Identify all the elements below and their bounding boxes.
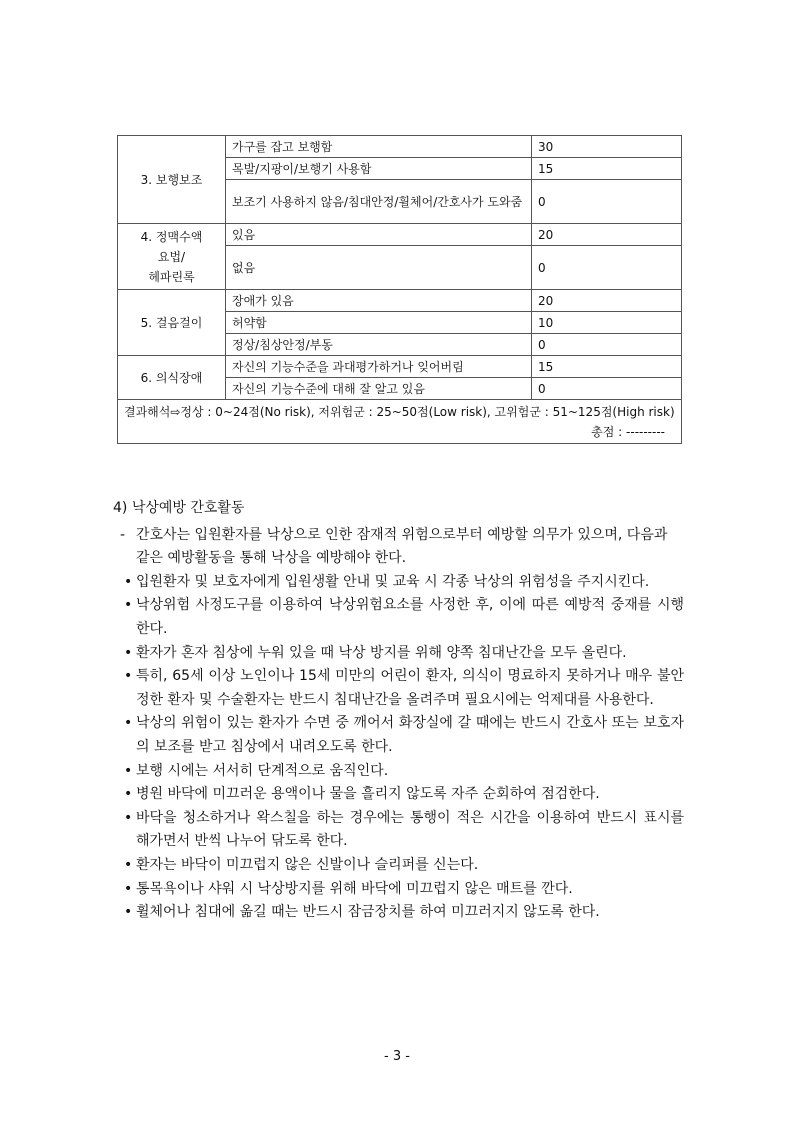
- score-cell: 20: [532, 224, 682, 246]
- category-label-line: 헤파린록: [148, 269, 195, 284]
- intro-text: 간호사는 입원환자를 낙상으로 인한 잠재적 위험으로부터 예방할 의무가 있으며, 다음과 같은 예방활동을 통해 낙상을 예방해야 한다.: [136, 526, 668, 567]
- bullet-text: 통목욕이나 샤워 시 낙상방지를 위해 바닥에 미끄럽지 않은 매트를 깐다.: [136, 880, 573, 897]
- score-cell: 15: [532, 356, 682, 378]
- bullet-marker: •: [124, 573, 133, 590]
- bullet-text: 보행 시에는 서서히 단계적으로 움직인다.: [136, 762, 389, 779]
- bullet-marker: •: [124, 856, 133, 873]
- score-table-body: [118, 136, 682, 444]
- intro-paragraph: [112, 524, 684, 571]
- total-score: 총점 : ---------: [591, 425, 665, 439]
- bullet-text: 낙상위험 사정도구를 이용하여 낙상위험요소를 사정한 후, 이에 따른 예방적 중재를 시행한다.: [136, 597, 684, 637]
- table-row: [118, 224, 682, 246]
- score-cell: 20: [532, 290, 682, 312]
- score-cell: 10: [532, 312, 682, 334]
- bullet-marker: •: [124, 762, 133, 779]
- bullet-marker: •: [124, 809, 133, 826]
- score-cell: 0: [532, 378, 682, 400]
- criterion-cell: 허약함: [226, 312, 532, 334]
- table-row: [118, 136, 682, 158]
- bullet-marker: •: [124, 597, 133, 614]
- table-row: [118, 290, 682, 312]
- bullet-text: 낙상의 위험이 있는 환자가 수면 중 깨어서 화장실에 갈 때에는 반드시 간호사 또는 보호자의 보조를 받고 침상에서 내려오도록 한다.: [136, 715, 684, 755]
- bullet-text: 휠체어나 침대에 옮길 때는 반드시 잠금장치를 하여 미끄러지지 않도록 한다.: [136, 904, 600, 921]
- score-cell: 0: [532, 180, 682, 224]
- score-cell: 15: [532, 158, 682, 180]
- criterion-cell: 보조기 사용하지 않음/침대안정/휠체어/간호사가 도와줌: [226, 180, 532, 224]
- interpretation-text: 결과해석⇨정상 : 0~24점(No risk), 저위험군 : 25~50점(Low risk), 고위험군 : 51~125점(High risk): [124, 405, 675, 419]
- page-number: - 3 -: [384, 1049, 410, 1064]
- list-item: [112, 712, 684, 759]
- criterion-cell: 장애가 있음: [226, 290, 532, 312]
- category-label-line: 요법/: [157, 249, 186, 264]
- bullet-text: 환자가 혼자 침상에 누워 있을 때 낙상 방지를 위해 양쪽 침대난간을 모두 올린다.: [136, 644, 627, 661]
- bullet-marker: •: [124, 715, 133, 732]
- category-cell: [118, 136, 226, 224]
- bullet-text: 환자는 바닥이 미끄럽지 않은 신발이나 슬리퍼를 신는다.: [136, 856, 479, 873]
- section-title: 4) 낙상예방 간호활동: [113, 500, 245, 516]
- score-cell: 0: [532, 246, 682, 290]
- bullet-text: 입원환자 및 보호자에게 입원생활 안내 및 교육 시 각종 낙상의 위험성을 주지시킨다.: [136, 573, 650, 590]
- list-item: [112, 854, 684, 878]
- bullet-marker: •: [124, 644, 133, 661]
- list-item: [112, 665, 684, 712]
- table-footer-row: [118, 400, 682, 444]
- list-item: [112, 760, 684, 784]
- category-label-line: 4. 정맥수액: [140, 229, 203, 244]
- bullet-marker: •: [124, 880, 133, 897]
- result-interpretation-cell: [118, 400, 682, 444]
- category-label-line: 6. 의식장애: [140, 370, 203, 385]
- bullet-marker: •: [124, 904, 133, 921]
- dash-marker: -: [120, 526, 126, 543]
- category-label-line: 3. 보행보조: [140, 172, 203, 187]
- criterion-cell: 있음: [226, 224, 532, 246]
- category-cell: [118, 290, 226, 356]
- score-cell: 30: [532, 136, 682, 158]
- criterion-cell: 정상/침상안정/부동: [226, 334, 532, 356]
- criterion-cell: 자신의 기능수준에 대해 잘 알고 있음: [226, 378, 532, 400]
- criterion-cell: 목발/지팡이/보행기 사용함: [226, 158, 532, 180]
- bullet-text: 특히, 65세 이상 노인이나 15세 미만의 어린이 환자, 의식이 명료하지 못하거나 매우 불안정한 환자 및 수술환자는 반드시 침대난간을 올려주며 필요시에는 억제대를 사용한다.: [136, 668, 684, 708]
- list-item: [112, 571, 684, 595]
- criterion-cell: 가구를 잡고 보행함: [226, 136, 532, 158]
- list-item: [112, 807, 684, 854]
- bullet-text: 바닥을 청소하거나 왁스칠을 하는 경우에는 통행이 적은 시간을 이용하여 반드시 표시를 해가면서 반씩 나누어 닦도록 한다.: [136, 809, 684, 850]
- list-item: [112, 783, 684, 807]
- score-cell: 0: [532, 334, 682, 356]
- bullet-marker: •: [124, 786, 133, 803]
- bullet-marker: •: [124, 668, 133, 685]
- criterion-cell: 없음: [226, 246, 532, 290]
- list-item: [112, 594, 684, 641]
- fall-prevention-section: [112, 497, 684, 925]
- bullet-text: 병원 바닥에 미끄러운 용액이나 물을 흘리지 않도록 자주 순회하여 점검한다.: [136, 786, 600, 803]
- list-item: [112, 642, 684, 666]
- fall-risk-score-table: [117, 135, 682, 444]
- criterion-cell: 자신의 기능수준을 과대평가하거나 잊어버림: [226, 356, 532, 378]
- bullet-list: [112, 571, 684, 925]
- category-cell: [118, 356, 226, 400]
- category-cell: [118, 224, 226, 290]
- list-item: [112, 901, 684, 925]
- category-label-line: 5. 걸음걸이: [140, 315, 203, 330]
- list-item: [112, 878, 684, 902]
- table-row: [118, 356, 682, 378]
